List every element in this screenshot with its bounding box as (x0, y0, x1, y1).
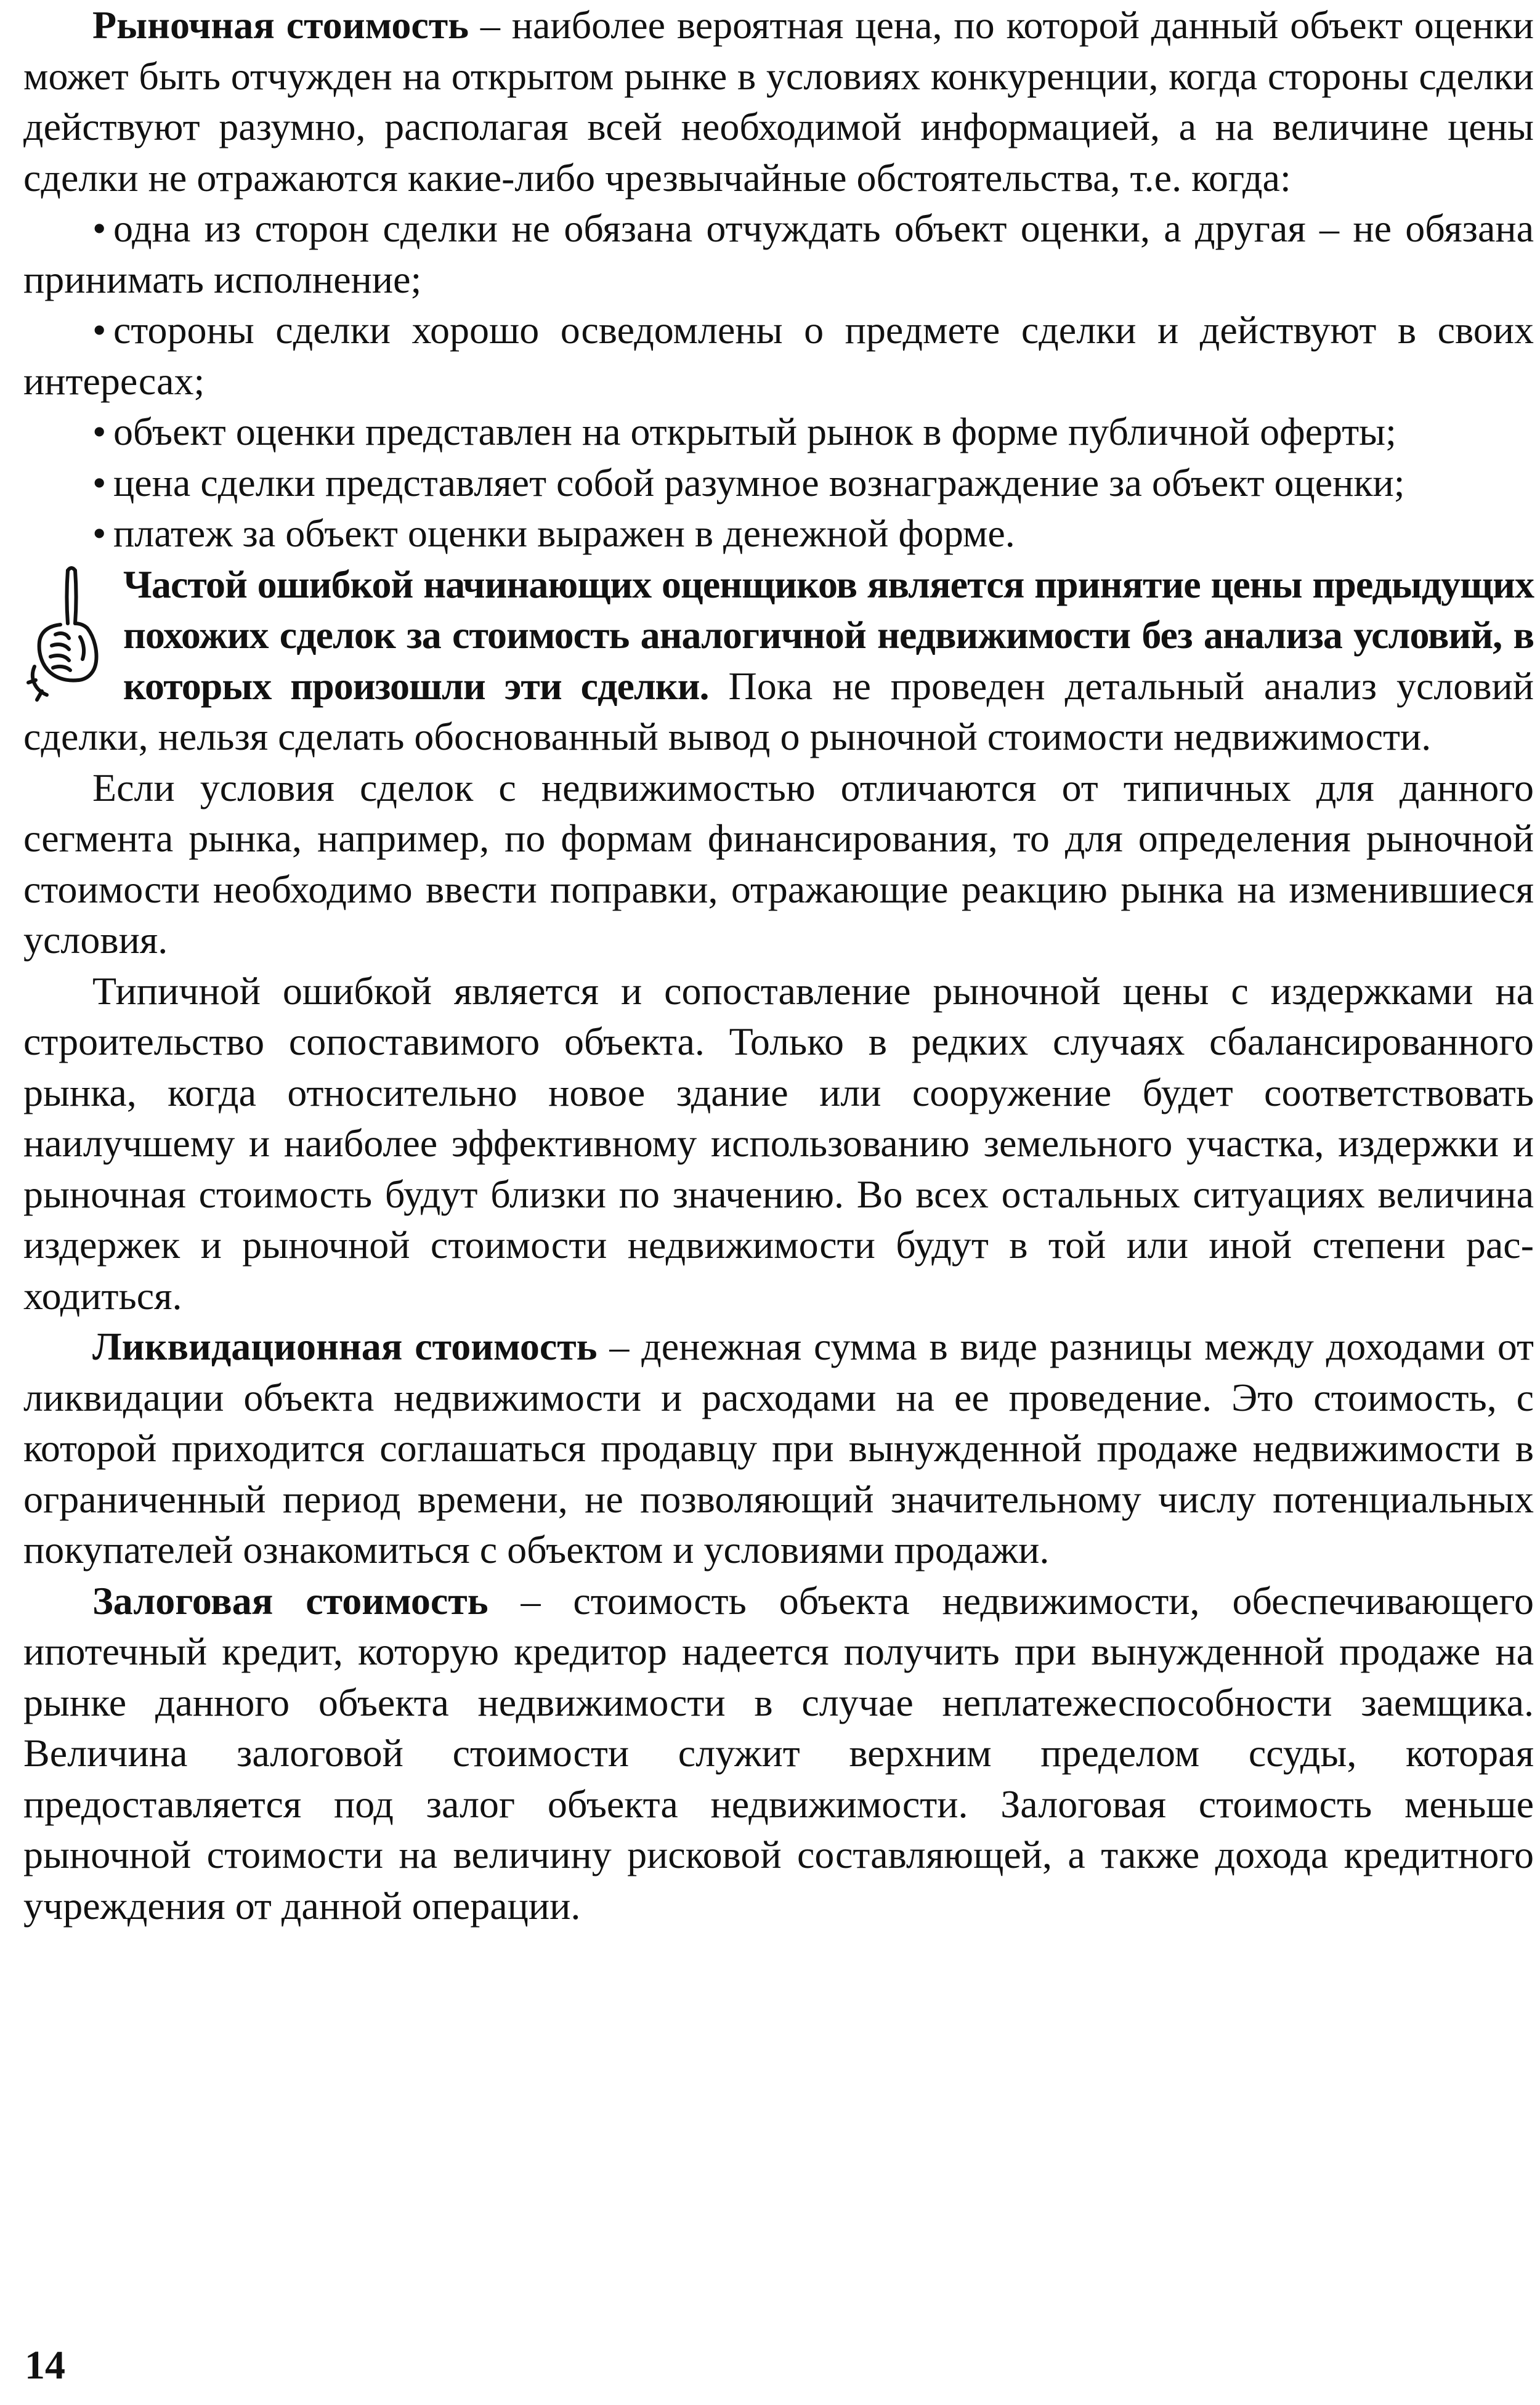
definition-collateral-value: – стоимость объекта недвижимости, обеспечивающего ипотечный кредит, которую кредитор надеется получить при вынужденной продаже на рынке данного объекта недвижимости в случае неплатежеспособности заемщика. Величина залоговой стоимости служит верхним пределом ссуды, которая предоставляется под залог объекта недвижимости. Залоговая стоимость меньше рыночной стоимости на величину рисковой составляющей, а также дохода кредитного учреждения от данной операции. (23, 1578, 1534, 1928)
definition-liquidation-value: – денежная сумма в виде разницы между доходами от ликвидации объекта недвижимости и расходами на ее проведение. Это стоимость, с которой приходится соглашаться продавцу при вынужденной продаже недвижимости в ограниченный период времени, не позволяющий значительному числу потенциальных покупателей ознакомиться с объектом и условиями продажи. (23, 1324, 1534, 1572)
bullet-text: объект оценки представлен на открытый рынок в форме публичной оферты; (113, 410, 1396, 453)
warning-text (23, 559, 1534, 763)
warning-note (23, 559, 1534, 763)
paragraph-market-value (23, 0, 1534, 203)
text-body (23, 0, 1534, 1931)
bullet-text: платеж за объект оценки выражен в денежной форме. (113, 511, 1015, 555)
bullet-icon: • (92, 410, 107, 453)
bullet-item (23, 203, 1534, 305)
warning-rest-text: Пока не проведен детальный анализ условий сделки, нельзя сделать обоснованный вывод о рыночной стоимости недвижимости. (23, 663, 1534, 758)
bullet-item (23, 508, 1534, 559)
bullet-item (23, 407, 1534, 458)
bullet-text: стороны сделки хорошо осведомлены о предмете сделки и действуют в своих интересах; (23, 308, 1534, 403)
definition-market-value: – наиболее вероятная цена, по которой данный объект оценки может быть отчужден на открытом рынке в условиях конкуренции, когда стороны сделки действуют разумно, располагая всей необходимой информацией, а на величине цены сделки не отражаются какие-либо чрезвычайные обстоятельства, т.е. когда: (23, 3, 1534, 200)
paragraph-typical-error: Типичной ошибкой является и сопоставление рыночной цены с издержками на строительство сопоставимого объекта. Только в редких случаях сбалансированного рынка, когда относительно новое здание или сооружение будет соответствовать наилучшему и наиболее эффективному использованию земельного участка, издержки и рыночная стоимость будут близки по значению. Во всех остальных ситуациях величина издержек и рыночной стоимости недвижимости будут в той или иной степени расходиться. (23, 968, 1534, 1318)
pointing-hand-icon (23, 563, 110, 708)
bullet-icon: • (92, 460, 107, 505)
term-collateral-value: Залоговая стоимость (92, 1578, 488, 1623)
paragraph-liquidation-value (23, 1321, 1534, 1576)
bullet-text: одна из сторон сделки не обязана отчуждать объект оценки, а другая – не обязана принимать исполнение; (23, 206, 1534, 301)
bullet-icon: • (92, 308, 107, 352)
bullet-item (23, 305, 1534, 407)
bullet-icon: • (92, 511, 107, 555)
paragraph-conditions: Если условия сделок с недвижимостью отличаются от типичных для данного сегмента рынка, например, по формам финансирования, то для определения рыночной стоимости необходимо ввести поправки, отражающие реакцию рынка на изменившиеся условия. (23, 765, 1534, 962)
bullet-item (23, 458, 1534, 509)
warning-bold-text: Частой ошибкой начинающих оценщиков является принятие цены предыдущих похожих сделок за стоимость аналогичной недвижимости без анализа условий, в которых произошли эти сделки. (123, 562, 1534, 708)
page-number: 14 (25, 2343, 65, 2388)
term-market-value: Рыночная стоимость (92, 3, 469, 47)
paragraph-collateral-value (23, 1576, 1534, 1932)
term-liquidation-value: Ликвидационная стоимость (92, 1324, 598, 1368)
bullet-text: цена сделки представляет собой разумное вознаграждение за объект оценки; (113, 460, 1405, 505)
bullet-icon: • (92, 206, 107, 250)
page-content (23, 0, 1534, 1931)
